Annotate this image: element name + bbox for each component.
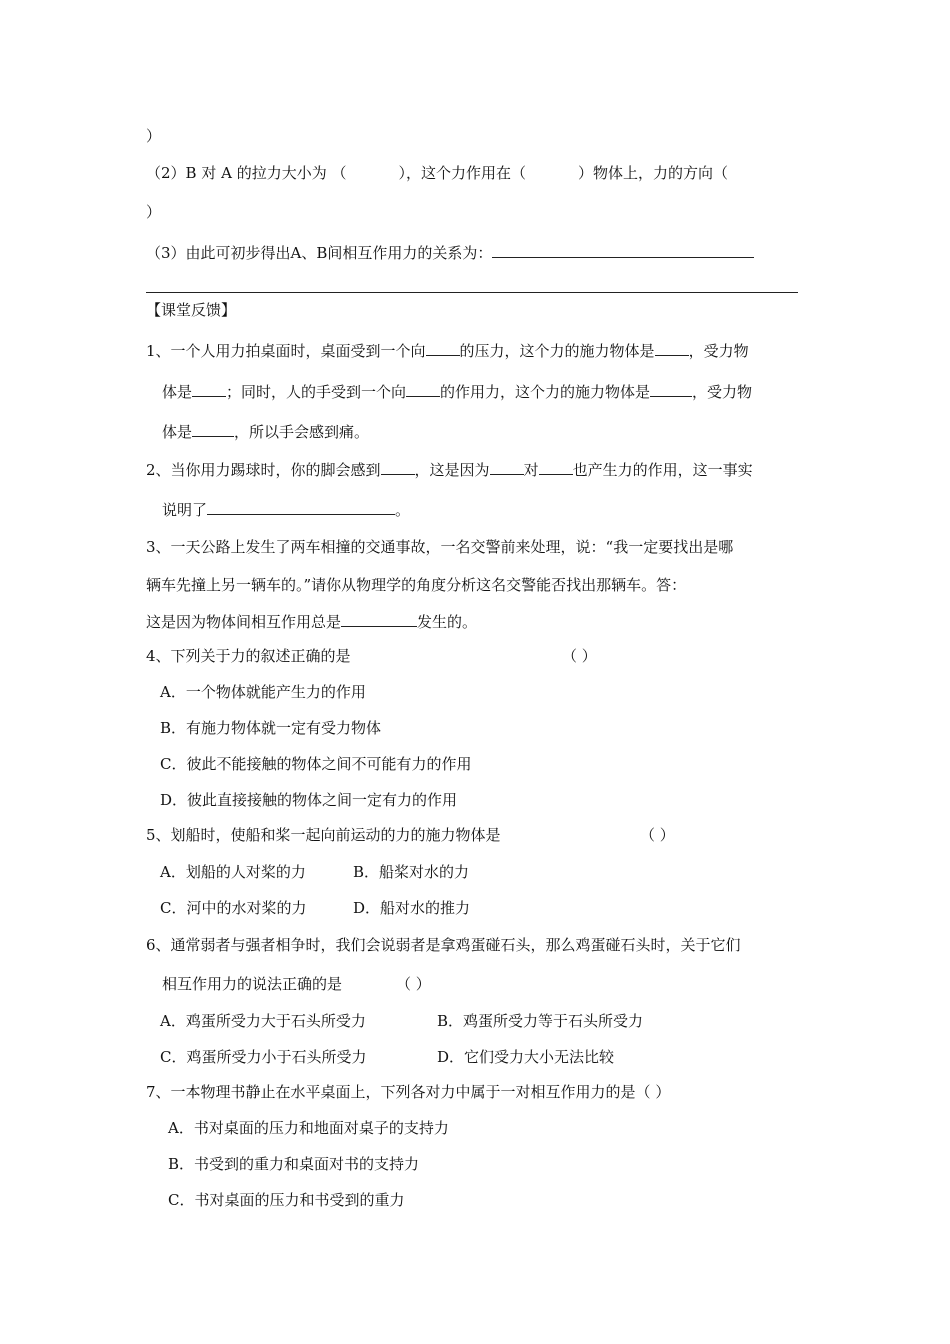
answer-blank[interactable] xyxy=(192,380,226,397)
question-2-line-2: 说明了 。 xyxy=(162,498,410,520)
option-a: A．划船的人对桨的力 xyxy=(160,863,306,881)
answer-blank[interactable] xyxy=(492,241,754,258)
question-3-line-2: 辆车先撞上另一辆车的。”请你从物理学的角度分析这名交警能否找出那辆车。答： xyxy=(146,576,687,594)
question-1-line-2: 体是 ；同时，人的手受到一个向 的作用力，这个力的施力物体是 ，受力物 xyxy=(162,380,752,402)
question-3-line-1: 3、一天公路上发生了两车相撞的交通事故，一名交警前来处理，说：“我一定要找出是哪 xyxy=(146,538,734,556)
option-b: B．船桨对水的力 xyxy=(353,863,470,881)
option-c: C．河中的水对桨的力 xyxy=(160,899,307,917)
paren-close-1: ） xyxy=(146,127,162,145)
option-a: A．书对桌面的压力和地面对桌子的支持力 xyxy=(168,1119,449,1137)
option-a: A．一个物体就能产生力的作用 xyxy=(160,683,366,701)
question-6-line-1: 6、通常弱者与强者相争时，我们会说弱者是拿鸡蛋碰石头，那么鸡蛋碰石头时，关于它们 xyxy=(146,936,741,954)
section-divider xyxy=(146,292,798,293)
answer-paren: （ ） xyxy=(640,826,675,844)
answer-blank[interactable] xyxy=(406,380,440,397)
option-a: A．鸡蛋所受力大于石头所受力 xyxy=(160,1012,366,1030)
answer-blank[interactable] xyxy=(381,458,415,475)
question-1-line-3: 体是 ，所以手会感到痛。 xyxy=(162,420,369,442)
question-6-line-2: 相互作用力的说法正确的是 xyxy=(162,975,343,993)
answer-blank[interactable] xyxy=(192,420,234,437)
paren-close-2: ） xyxy=(146,203,162,221)
question-3-line-3: 这是因为物体间相互作用总是 发生的。 xyxy=(146,610,477,632)
option-c: C．鸡蛋所受力小于石头所受力 xyxy=(160,1048,367,1066)
answer-blank[interactable] xyxy=(650,380,692,397)
option-b: B．鸡蛋所受力等于石头所受力 xyxy=(437,1012,644,1030)
sub-question-3: （3）由此可初步得出A、B间相互作用力的关系为： xyxy=(146,241,754,263)
answer-paren: （ ） xyxy=(562,647,597,665)
question-1-line-1: 1、一个人用力拍桌面时，桌面受到一个向 的压力，这个力的施力物体是 ，受力物 xyxy=(146,339,749,361)
option-d: D．彼此直接接触的物体之间一定有力的作用 xyxy=(160,791,458,809)
option-c: C．彼此不能接触的物体之间不可能有力的作用 xyxy=(160,755,472,773)
answer-blank[interactable] xyxy=(490,458,524,475)
question-7-stem: 7、一本物理书静止在水平桌面上，下列各对力中属于一对相互作用力的是（ ） xyxy=(146,1083,671,1101)
section-title: 【课堂反馈】 xyxy=(146,301,237,319)
answer-blank[interactable] xyxy=(341,610,417,627)
option-b: B．有施力物体就一定有受力物体 xyxy=(160,719,382,737)
answer-blank[interactable] xyxy=(426,339,460,356)
answer-blank[interactable] xyxy=(655,339,689,356)
option-c: C．书对桌面的压力和书受到的重力 xyxy=(168,1191,405,1209)
answer-blank[interactable] xyxy=(207,498,395,515)
sub-question-2: （2）B 对 A 的拉力大小为 （ ），这个力作用在（ ）物体上，力的方向（ xyxy=(146,164,729,182)
option-d: D．它们受力大小无法比较 xyxy=(437,1048,615,1066)
option-b: B．书受到的重力和桌面对书的支持力 xyxy=(168,1155,420,1173)
answer-paren: （ ） xyxy=(396,975,431,993)
answer-blank[interactable] xyxy=(539,458,573,475)
question-2-line-1: 2、当你用力踢球时，你的脚会感到 ，这是因为 对 也产生力的作用，这一事实 xyxy=(146,458,753,480)
option-d: D．船对水的推力 xyxy=(353,899,471,917)
question-5-stem: 5、划船时，使船和桨一起向前运动的力的施力物体是 xyxy=(146,826,501,844)
question-4-stem: 4、下列关于力的叙述正确的是 xyxy=(146,647,351,665)
